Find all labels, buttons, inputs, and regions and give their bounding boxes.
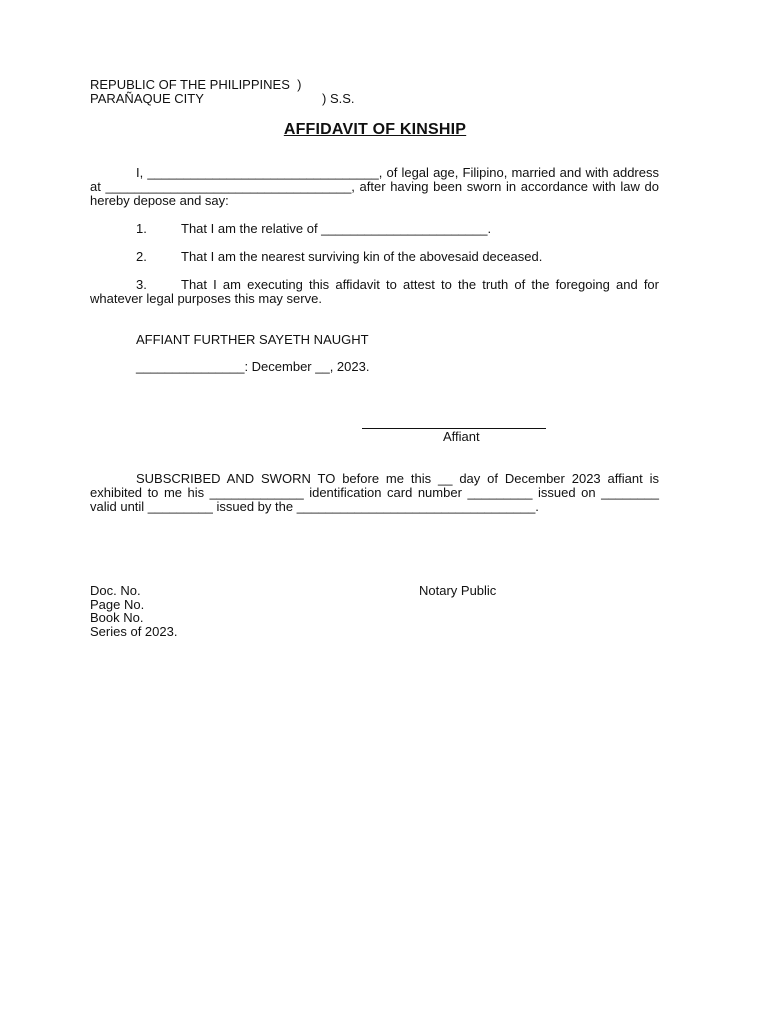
affiant-label: Affiant (443, 429, 480, 444)
header-republic: REPUBLIC OF THE PHILIPPINES ) (90, 77, 302, 92)
item-2-text: That I am the nearest surviving kin of the abovesaid deceased. (181, 249, 543, 264)
item-1-text: That I am the relative of _______________________. (181, 221, 492, 236)
further-statement: AFFIANT FURTHER SAYETH NAUGHT (136, 332, 369, 347)
date-line: _______________: December __, 2023. (136, 359, 370, 374)
doc-no: Doc. No. (90, 583, 141, 598)
notary-public-label: Notary Public (419, 583, 497, 598)
series: Series of 2023. (90, 624, 178, 639)
subscribed-paragraph (90, 472, 659, 514)
item-1-number: 1. (136, 221, 147, 236)
item-3-number: 3. (136, 277, 147, 292)
book-no: Book No. (90, 610, 144, 625)
intro-text: I, ________________________________, of legal age, Filipino, married and with address at __________________________________, after having been sworn in accordance with law do hereby depose and say: (90, 165, 659, 208)
item-2 (136, 250, 542, 264)
document-title: AFFIDAVIT OF KINSHIP (283, 121, 467, 138)
item-3 (90, 278, 659, 306)
intro-paragraph (90, 166, 659, 208)
item-3-text: That I am executing this affidavit to attest to the truth of the foregoing and for whatever legal purposes this may serve. (90, 277, 659, 306)
header-city: PARAÑAQUE CITY (90, 91, 204, 106)
item-2-number: 2. (136, 249, 147, 264)
item-1 (136, 222, 491, 236)
header-ss: ) S.S. (322, 91, 355, 106)
subscribed-text: SUBSCRIBED AND SWORN TO before me this __ day of December 2023 affiant is exhibited to me his _____________ identification card number _________ issued on ________ valid until _________ issued by the _________________________________. (90, 471, 659, 514)
page-no: Page No. (90, 597, 145, 612)
